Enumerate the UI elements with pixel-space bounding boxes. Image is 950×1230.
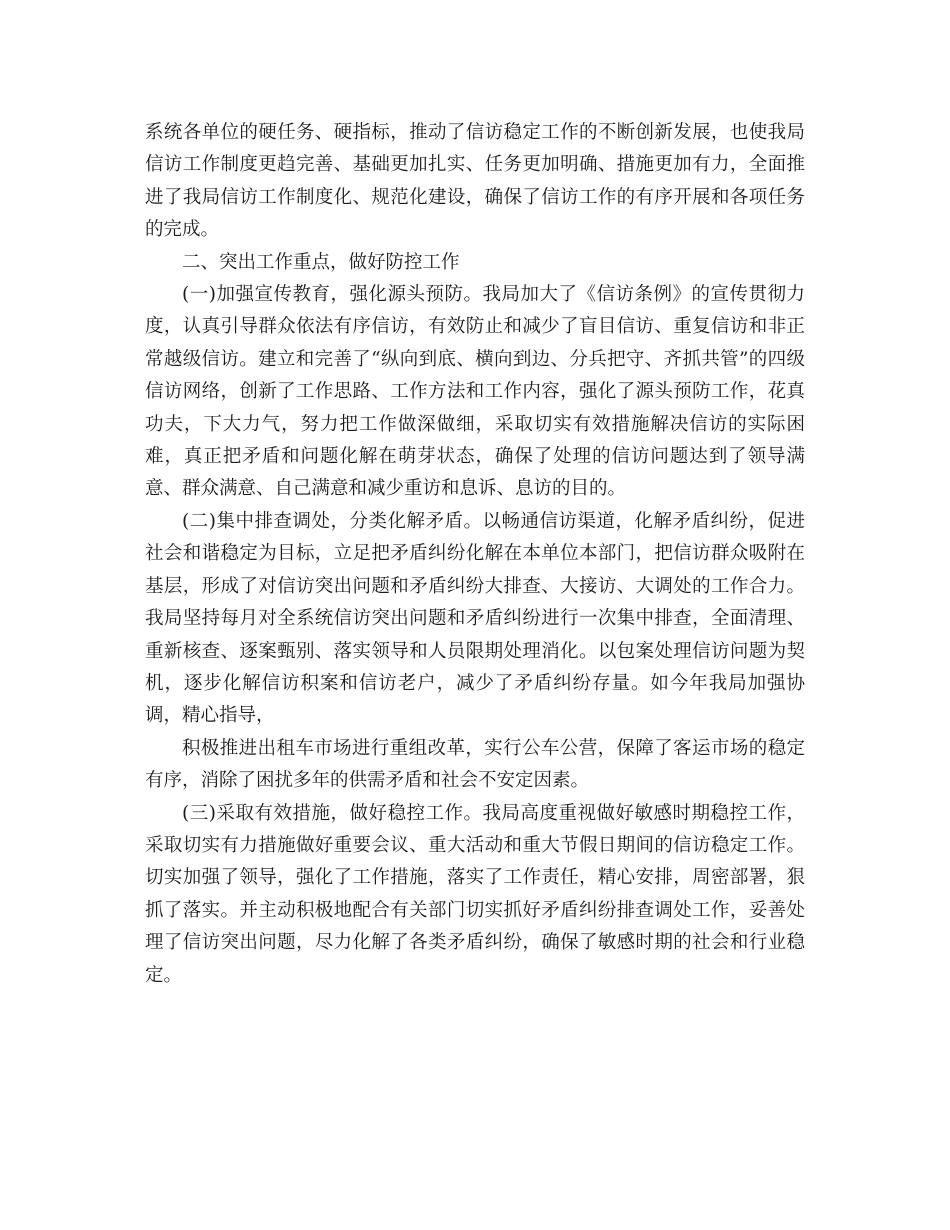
paragraph-stability-measures: (三)采取有效措施，做好稳控工作。我局高度重视做好敏感时期稳控工作，采取切实有力措施做好重要会议、重大活动和重大节假日期间的信访稳定工作。切实加强了领导，强化了工作措施，落实了工作责任，精心安排，周密部署，狠抓了落实。并主动积极地配合有关部门切实抓好矛盾纠纷排查调处工作，妥善处理了信访突出问题，尽力化解了各类矛盾纠纷，确保了敏感时期的社会和行业稳定。	[145, 802, 805, 986]
paragraph-taxi-market-reform: 积极推进出租车市场进行重组改革，实行公车公营，保障了客运市场的稳定有序，消除了困扰多年的供需矛盾和社会不安定因素。	[145, 737, 805, 792]
document-body	[145, 117, 805, 992]
paragraph-centralized-investigation: (二)集中排查调处，分类化解矛盾。以畅通信访渠道，化解矛盾纠纷，促进社会和谐稳定为目标，立足把矛盾纠纷化解在本单位本部门，把信访群众吸附在基层，形成了对信访突出问题和矛盾纠纷大排查、大接访、大调处的工作合力。我局坚持每月对全系统信访突出问题和矛盾纠纷进行一次集中排查，全面清理、重新核查、逐案甄别、落实领导和人员限期处理消化。以包案处理信访问题为契机，逐步化解信访积案和信访老户，减少了矛盾纠纷存量。如今年我局加强协调，精心指导，	[145, 510, 805, 727]
paragraph-publicity-education: (一)加强宣传教育，强化源头预防。我局加大了《信访条例》的宣传贯彻力度，认真引导群众依法有序信访，有效防止和减少了盲目信访、重复信访和非正常越级信访。建立和完善了“纵向到底、横向到边、分兵把守、齐抓共管”的四级信访网络，创新了工作思路、工作方法和工作内容，强化了源头预防工作，花真功夫，下大力气，努力把工作做深做细，采取切实有效措施解决信访的实际困难，真正把矛盾和问题化解在萌芽状态，确保了处理的信访问题达到了领导满意、群众满意、自己满意和减少重访和息诉、息访的目的。	[145, 284, 805, 500]
section-heading: 二、突出工作重点，做好防控工作	[182, 251, 460, 273]
paragraph-continuation: 系统各单位的硬任务、硬指标，推动了信访稳定工作的不断创新发展，也使我局信访工作制度更趋完善、基础更加扎实、任务更加明确、措施更加有力，全面推进了我局信访工作制度化、规范化建设，确保了信访工作的有序开展和各项任务的完成。	[145, 122, 805, 241]
